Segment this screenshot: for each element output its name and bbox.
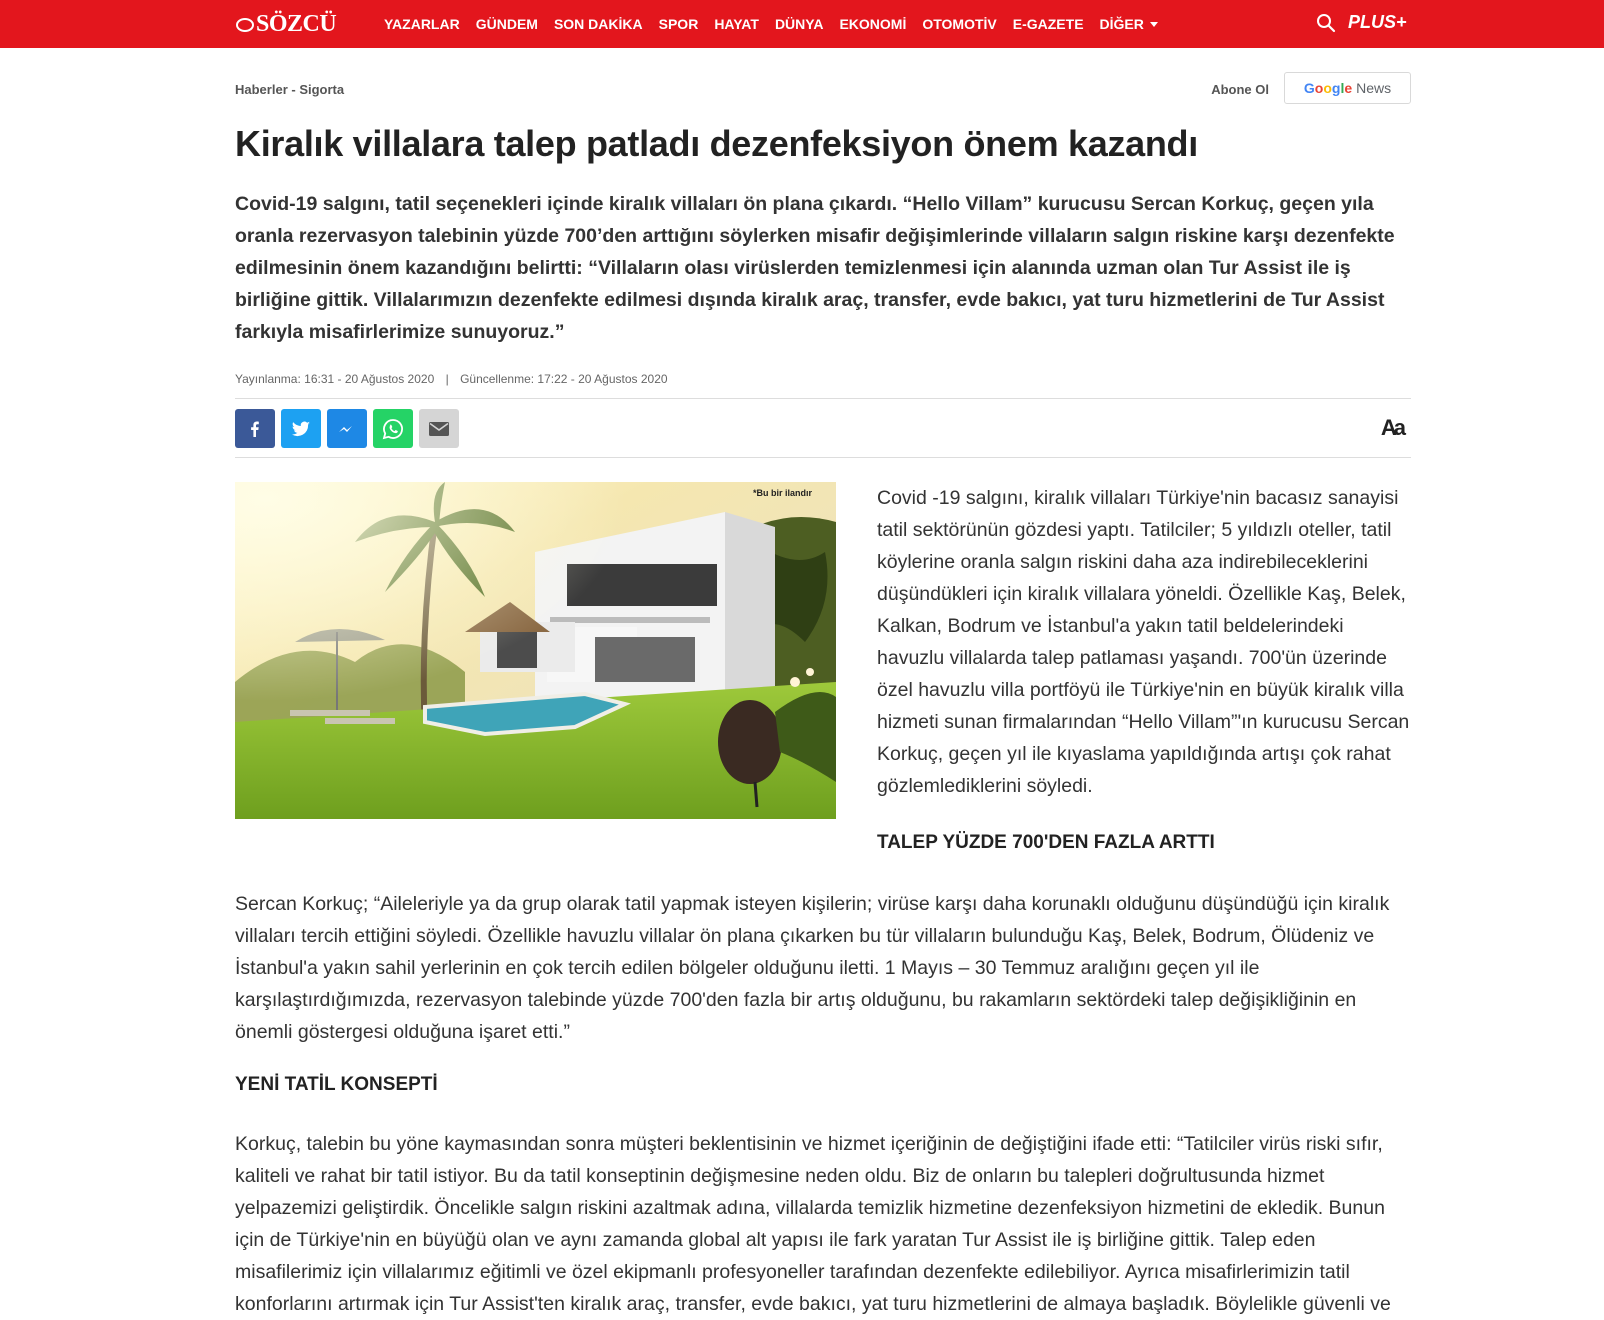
nav-item-spor[interactable]: SPOR bbox=[658, 16, 699, 32]
article-image bbox=[235, 482, 836, 819]
share-buttons bbox=[235, 409, 465, 448]
google-news-button[interactable] bbox=[1284, 72, 1411, 104]
font-size-label: Aa bbox=[1380, 415, 1403, 440]
article-subheading-1: TALEP YÜZDE 700'DEN FAZLA ARTTI bbox=[877, 832, 1215, 853]
nav-item-e-gazete[interactable]: E-GAZETE bbox=[1012, 16, 1084, 32]
published-date: Yayınlanma: 16:31 - 20 Ağustos 2020 bbox=[235, 372, 435, 386]
article-meta bbox=[235, 372, 1411, 386]
subscribe-label: Abone Ol bbox=[1211, 82, 1269, 97]
nav-item-otomotiv[interactable]: OTOMOTİV bbox=[922, 16, 997, 32]
article-title: Kiralık villalara talep patladı dezenfeksiyon önem kazandı bbox=[235, 123, 1198, 164]
breadcrumb-category[interactable]: Sigorta bbox=[299, 82, 345, 97]
villa-photo bbox=[235, 482, 836, 819]
search-icon[interactable] bbox=[1316, 13, 1338, 35]
nav-item-ekonomi[interactable]: EKONOMİ bbox=[839, 16, 907, 32]
main-menu bbox=[384, 0, 1174, 48]
site-logo[interactable] bbox=[236, 10, 336, 38]
whatsapp-icon bbox=[381, 417, 405, 441]
facebook-icon bbox=[246, 420, 264, 438]
chevron-down-icon bbox=[1150, 22, 1158, 27]
article-paragraph-2: Sercan Korkuç; “Aileleriyle ya da grup olarak tatil yapmak isteyen kişilerin; virüse karşı daha korunaklı olduğunu düşündüğü için kiralık villaları tercih ettiğini söyledi. Özellikle havuzlu villalar ön plana çıkarken bu tür villaların bulunduğu Kaş, Belek, Bodrum, Ölüdeniz ve İstanbul'a yakın sahil yerlerinin en çok tercih edilen bölgeler olduğunu iletti. 1 Mayıs – 30 Temmuz aralığını geçen yıl ile karşılaştırdığımızda, rezervasyon talebinde yüzde 700'den fazla bir artış olduğunu, bu rakamların sektördeki talep değişikliğinin en önemli göstergesi olduğuna işaret etti.” bbox=[235, 893, 1390, 1043]
top-navigation-bar bbox=[0, 0, 1604, 48]
google-news-logo: Google bbox=[1303, 80, 1353, 96]
nav-item-hayat[interactable]: HAYAT bbox=[714, 16, 759, 32]
plus-link[interactable]: PLUS+ bbox=[1348, 12, 1407, 32]
font-size-button[interactable] bbox=[1381, 415, 1403, 441]
share-whatsapp-button[interactable] bbox=[373, 409, 413, 448]
share-email-button[interactable] bbox=[419, 409, 459, 448]
breadcrumb-separator: - bbox=[287, 82, 300, 97]
nav-item-yazarlar[interactable]: YAZARLAR bbox=[384, 16, 460, 32]
messenger-icon bbox=[337, 419, 357, 439]
share-twitter-button[interactable] bbox=[281, 409, 321, 448]
google-news-label: News bbox=[1356, 80, 1392, 96]
article-lead: Covid-19 salgını, tatil seçenekleri içinde kiralık villaları ön plana çıkardı. “Hello Villam” kurucusu Sercan Korkuç, geçen yıla oranla rezervasyon talebinin yüzde 700’den arttığını söylerken misafir değişimlerinde villaların salgın riskine karşı dezenfekte edilmesinin önem kazandığını belirtti: “Villaların olası virüslerden temizlenmesi için alanında uzman olan Tur Assist ile iş birliğine gittik. Villalarımızın dezenfekte edilmesi dışında kiralık araç, transfer, evde bakıcı, yat turu hizmetlerini de Tur Assist farkıyla misafirlerimize sunuyoruz.” bbox=[235, 193, 1395, 343]
nav-item-more[interactable] bbox=[1100, 16, 1158, 32]
article-container bbox=[235, 48, 1411, 1315]
nav-item-gundem[interactable]: GÜNDEM bbox=[475, 16, 538, 32]
share-facebook-button[interactable] bbox=[235, 409, 275, 448]
article-paragraph-3: Korkuç, talebin bu yöne kaymasından sonra müşteri beklentisinin ve hizmet içeriğinin de değiştiğini ifade etti: “Tatilciler virüs riski sıfır, kaliteli ve rahat bir tatil istiyor. Bu da tatil konseptinin değişmesine neden oldu. Biz de onların bu talepleri doğrultusunda hizmet yelpazemizi geliştirdik. Öncelikle salgın riskini azaltmak adına, villalarda temizlik hizmetine dezenfeksiyon hizmetini de ekledik. Bunun için de Türkiye'nin en büyüğü olan ve aynı zamanda global alt yapısı ile fark yaratan Tur Assist ile iş birliğine gittik. Talep eden misafilerimiz için villalarımız eğitimli ve özel ekipmanlı profesyoneller tarafından dezenfekte edilebiliyor. Ayrıca misafirlerimizin tatil konforlarını artırmak için Tur Assist'ten kiralık araç, transfer, evde bakıcı, yat turu hizmetlerini de almaya başladık. Böylelikle güvenli ve bbox=[235, 1133, 1391, 1315]
article-paragraph-1: Covid -19 salgını, kiralık villaları Türkiye'nin bacasız sanayisi tatil sektörünün gözdesi yaptı. Tatilciler; 5 yıldızlı oteller, tatil köylerine oranla salgın riskini daha aza indirebileceklerini düşündükleri için kiralık villalara yöneldi. Özellikle Kaş, Belek, Kalkan, Bodrum ve İstanbul'a yakın tatil beldelerindeki havuzlu villalarda talep patlaması yaşandı. 700'ün üzerinde özel havuzlu villa portföyü ile Türkiye'nin en büyük kiralık villa hizmeti sunan firmalarından “Hello Villam”'ın kurucusu Sercan Korkuç, geçen yıl ile kıyaslama yapıldığında artışı çok rahat gözlemlediklerini söyledi. bbox=[877, 487, 1410, 797]
breadcrumb bbox=[235, 82, 344, 97]
article-subheading-2: YENİ TATİL KONSEPTİ bbox=[235, 1074, 438, 1095]
updated-date: Güncellenme: 17:22 - 20 Ağustos 2020 bbox=[460, 372, 668, 386]
share-messenger-button[interactable] bbox=[327, 409, 367, 448]
twitter-icon bbox=[291, 420, 311, 438]
breadcrumb-home[interactable]: Haberler bbox=[235, 82, 288, 97]
share-bar bbox=[235, 398, 1411, 458]
logo-mark-icon bbox=[236, 18, 254, 32]
meta-separator: | bbox=[445, 372, 449, 386]
nav-item-son-dakika[interactable]: SON DAKİKA bbox=[553, 16, 643, 32]
logo-text: SÖZCÜ bbox=[256, 10, 337, 37]
breadcrumb-row bbox=[235, 48, 1411, 106]
ad-disclaimer: *Bu bir ilandır bbox=[752, 488, 812, 498]
nav-more-label: DİĞER bbox=[1099, 16, 1144, 32]
email-icon bbox=[428, 421, 450, 437]
nav-item-dunya[interactable]: DÜNYA bbox=[774, 16, 824, 32]
